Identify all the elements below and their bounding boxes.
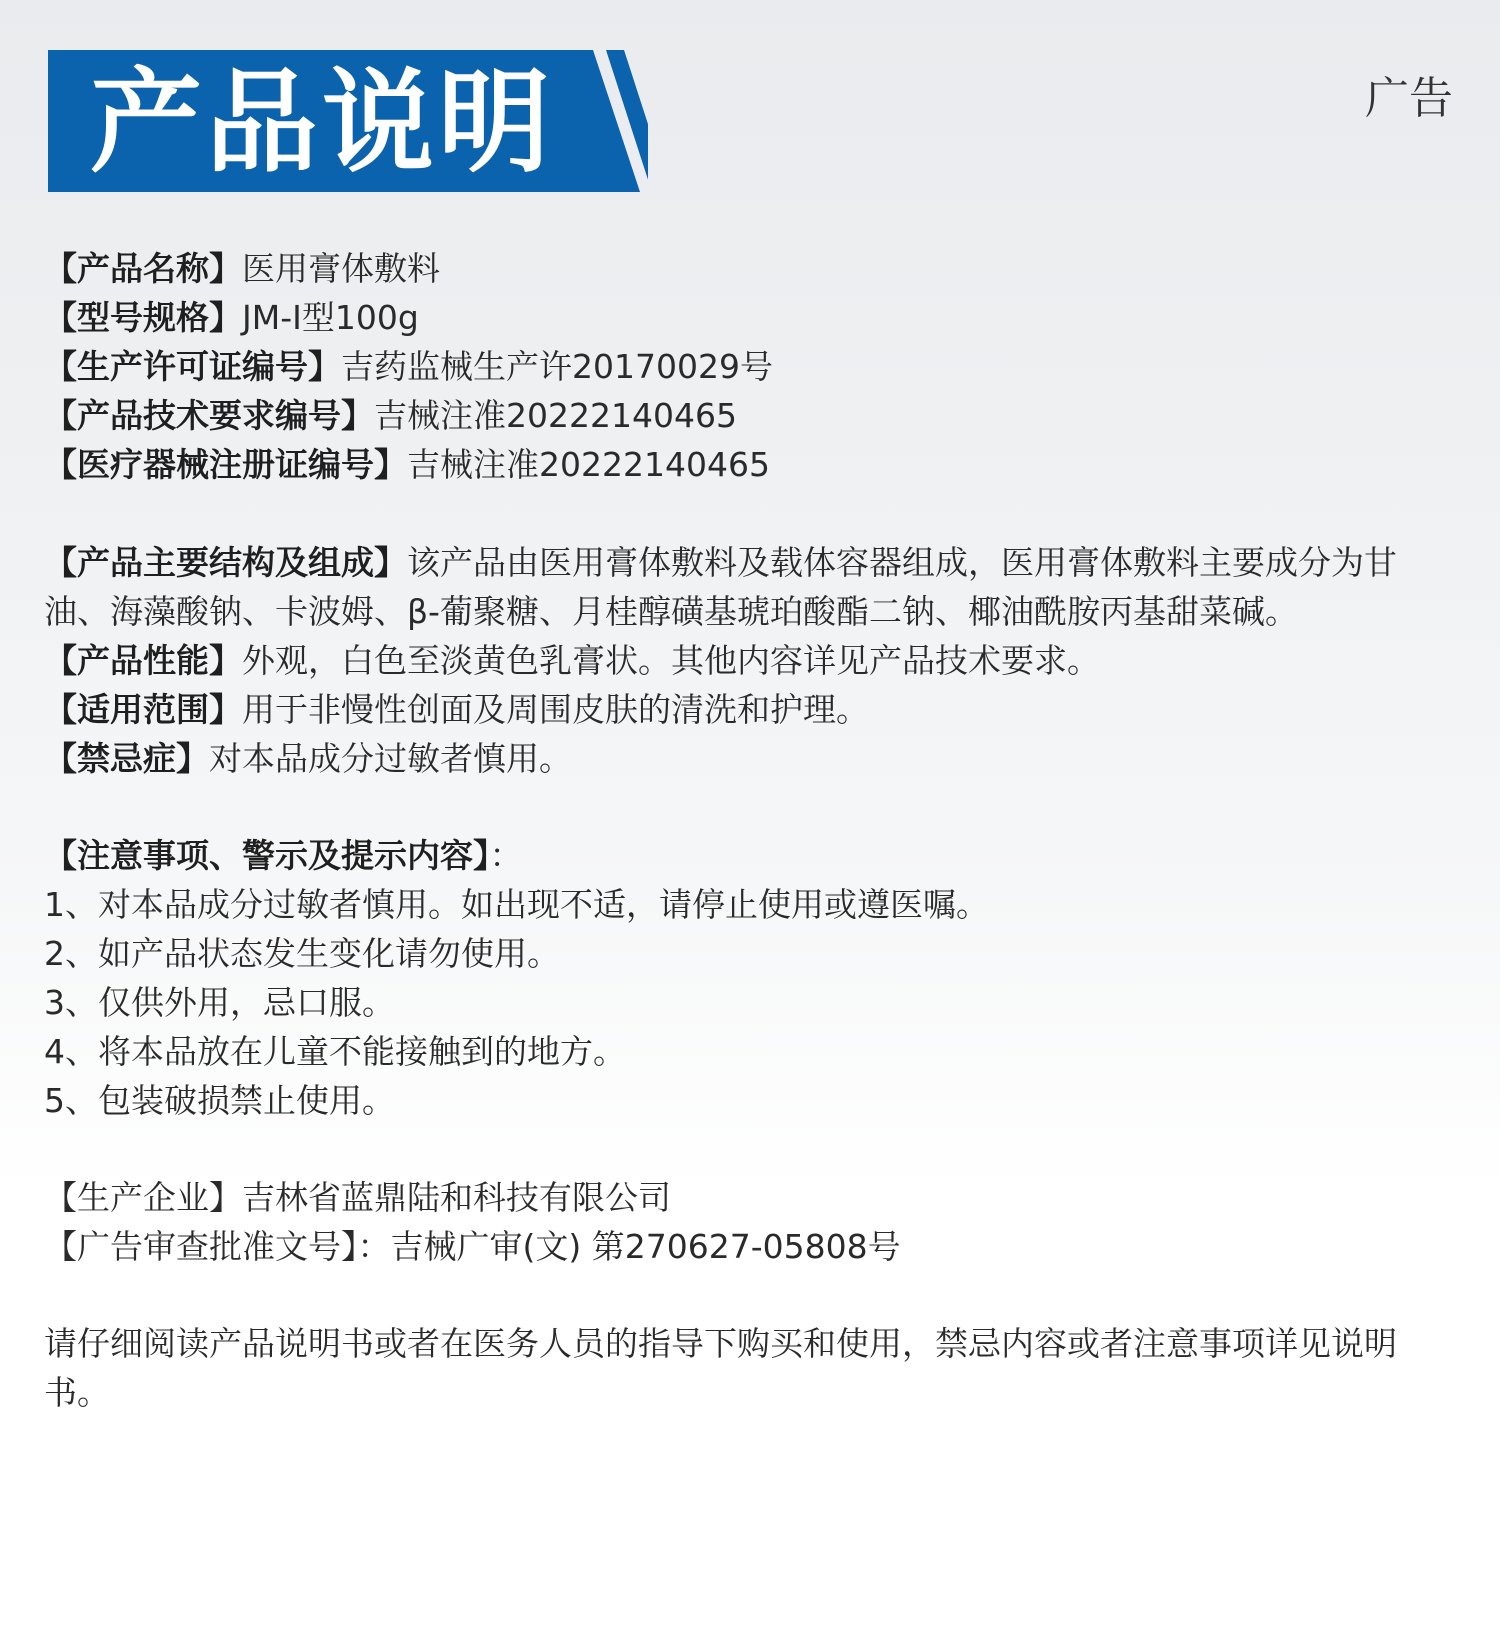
page-title: 产品说明 xyxy=(90,58,554,188)
footnote: 请仔细阅读产品说明书或者在医务人员的指导下购买和使用，禁忌内容或者注意事项详见说明书。 xyxy=(44,1324,1397,1412)
properties-performance: 【产品性能】外观，白色至淡黄色乳膏状。其他内容详见产品技术要求。 xyxy=(44,641,1100,680)
ad-tag: 广告 xyxy=(1365,73,1453,124)
precautions-heading: 【注意事项、警示及提示内容】： xyxy=(44,836,523,875)
precaution-item: 5、包装破损禁止使用。 xyxy=(44,1081,395,1120)
info-tech-requirement-number: 【产品技术要求编号】吉械注准20222140465 xyxy=(44,396,737,435)
spacer xyxy=(44,1271,1464,1319)
info-registration-number: 【医疗器械注册证编号】吉械注准20222140465 xyxy=(44,445,770,484)
info-product-name: 【产品名称】医用膏体敷料 xyxy=(44,249,440,288)
precaution-item: 2、如产品状态发生变化请勿使用。 xyxy=(44,934,560,973)
spacer xyxy=(44,783,1464,831)
info-production-license: 【生产许可证编号】吉药监械生产许20170029号 xyxy=(44,347,773,386)
spacer xyxy=(44,489,1464,538)
precaution-item: 4、将本品放在儿童不能接触到的地方。 xyxy=(44,1032,626,1071)
composition-line-2: 油、海藻酸钠、卡波姆、β-葡聚糖、月桂醇磺基琥珀酸酯二钠、椰油酰胺丙基甜菜碱。 xyxy=(44,592,1298,631)
spacer xyxy=(44,1125,1464,1173)
precaution-item: 3、仅供外用，忌口服。 xyxy=(44,983,395,1022)
properties-scope: 【适用范围】用于非慢性创面及周围皮肤的清洗和护理。 xyxy=(44,690,869,729)
company-manufacturer: 【生产企业】吉林省蓝鼎陆和科技有限公司 xyxy=(44,1178,671,1217)
info-model-spec: 【型号规格】JM-I型100g xyxy=(44,298,419,337)
composition-line-1: 【产品主要结构及组成】该产品由医用膏体敷料及载体容器组成，医用膏体敷料主要成分为甘 xyxy=(44,543,1397,582)
product-description xyxy=(44,244,1464,1450)
properties-contraindication: 【禁忌症】对本品成分过敏者慎用。 xyxy=(44,739,572,778)
precaution-item: 1、对本品成分过敏者慎用。如出现不适，请停止使用或遵医嘱。 xyxy=(44,885,989,924)
company-ad-approval-number: 【广告审查批准文号】：吉械广审(文) 第270627-05808号 xyxy=(44,1227,901,1266)
